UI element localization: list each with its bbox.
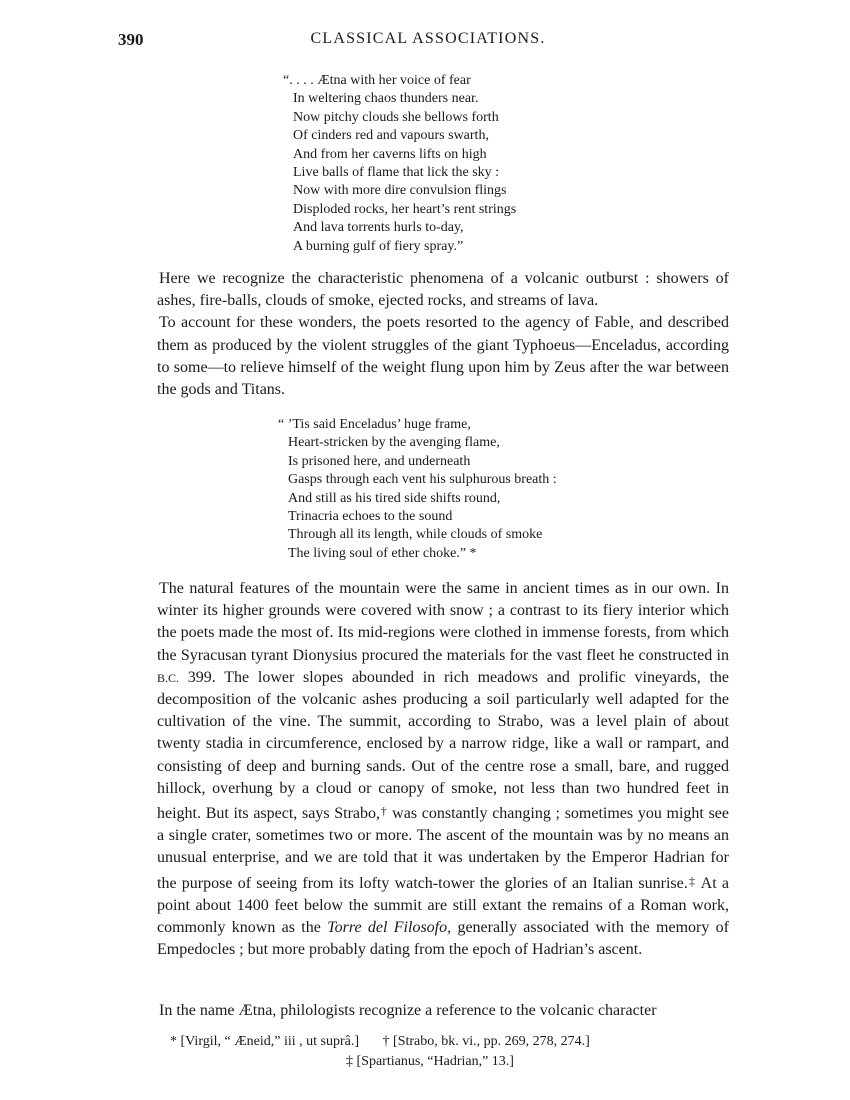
paragraph-fable: To account for these wonders, the poets resorted to the agency of Fable, and described them as produced by the violent struggles of the giant Typhoeus—Enceladus, according to some—to relieve himself of the weight flung upon him by Zeus after the war between the gods and Titans. bbox=[157, 314, 729, 399]
footnote-spartianus: ‡ [Spartianus, “Hadrian,” 13.] bbox=[346, 1054, 514, 1069]
verse-line: In weltering chaos thunders near. bbox=[293, 91, 479, 107]
prose-block bbox=[157, 268, 729, 401]
verse-line: Is prisoned here, and underneath bbox=[288, 453, 471, 469]
verse-line: The living soul of ether choke.” * bbox=[288, 545, 477, 561]
page-header bbox=[118, 30, 738, 56]
footnote-virgil: * [Virgil, “ Æneid,” iii , ut suprâ.] bbox=[170, 1034, 360, 1049]
paragraph-name-aetna: In the name Ætna, philologists recognize a reference to the volcanic character bbox=[159, 1002, 657, 1019]
verse-line: And from her caverns lifts on high bbox=[293, 146, 487, 162]
page-number: 390 bbox=[118, 30, 144, 49]
verse-line: Disploded rocks, her heart’s rent strings bbox=[293, 201, 517, 217]
text-run: At a point about 1400 feet below the summit are still extant the remains of a Roman work, commonly known as the bbox=[157, 874, 729, 937]
verse-quote-enceladus bbox=[278, 416, 557, 563]
verse-line: Gasps through each vent his sulphurous breath : bbox=[288, 472, 557, 488]
verse-line: Now with more dire convulsion flings bbox=[293, 183, 507, 199]
text-run: generally associated with the memory of Empedocles ; but more probably dating from the epoch of Hadrian’s ascent. bbox=[157, 919, 730, 959]
prose-block bbox=[157, 578, 729, 961]
running-head: CLASSICAL ASSOCIATIONS. bbox=[310, 30, 546, 47]
verse-line: “ ’Tis said Enceladus’ huge frame, bbox=[278, 417, 471, 432]
verse-line: Now pitchy clouds she bellows forth bbox=[293, 109, 499, 125]
prose-block bbox=[157, 1000, 729, 1022]
footnote-strabo: † [Strabo, bk. vi., pp. 269, 278, 274.] bbox=[382, 1034, 590, 1049]
verse-line: Heart-stricken by the avenging flame, bbox=[288, 435, 500, 451]
footnotes bbox=[170, 1032, 730, 1072]
verse-quote-aetna bbox=[283, 72, 516, 256]
era-abbreviation: B.C. bbox=[157, 670, 180, 685]
text-run: was constantly changing ; sometimes you might see a single crater, sometimes two or more. The ascent of the mountain was by no means an unusual enterprise, and we are told that it was undertaken by the Emperor Hadrian for the purpose of seeing from its lofty watch-tower the glories of an Italian sunrise. bbox=[157, 805, 730, 892]
verse-line: Live balls of flame that lick the sky : bbox=[293, 165, 500, 181]
italic-title: Torre del Filosofo, bbox=[327, 919, 452, 937]
verse-line: And still as his tired side shifts round, bbox=[288, 490, 501, 506]
text-run: The natural features of the mountain were the same in ancient times as in our own. In winter its higher grounds were covered with snow ; a contrast to its fiery interior which the poets made the most of. Its mid-regions were clothed in immense forests, from which the Syracusan tyrant Dionysius procured the materials for the vast fleet he constructed in bbox=[157, 580, 729, 664]
footnote-marker: † bbox=[380, 804, 388, 819]
verse-line: A burning gulf of fiery spray.” bbox=[293, 238, 464, 254]
verse-line: “. . . . Ætna with her voice of fear bbox=[283, 73, 471, 88]
paragraph-natural-features bbox=[157, 578, 729, 961]
verse-line: Through all its length, while clouds of smoke bbox=[288, 527, 543, 543]
verse-line: And lava torrents hurls to-day, bbox=[293, 220, 464, 236]
footnote-row bbox=[170, 1052, 730, 1072]
verse-line: Of cinders red and vapours swarth, bbox=[293, 128, 489, 144]
text-run: 399. The lower slopes abounded in rich meadows and prolific vineyards, the decomposition of the volcanic ashes producing a soil particularly well adapted for the cultivation of the vine. The summit, according to Strabo, was a level plain of about twenty stadia in circumference, enclosed by a narrow ridge, like a wall or rampart, and consisting of deep and burning sands. Out of the centre rose a small, bare, and rugged hillock, overhung by a cloud or canopy of smoke, not less than two hundred feet in height. But its aspect, says Strabo, bbox=[157, 668, 730, 823]
verse-line: Trinacria echoes to the sound bbox=[288, 509, 453, 525]
paragraph-volcanic-phenomena: Here we recognize the characteristic phenomena of a volcanic outburst : showers of ashes, fire-balls, clouds of smoke, ejected rocks, and streams of lava. bbox=[157, 270, 729, 310]
footnote-marker: ‡ bbox=[687, 873, 697, 888]
footnote-row bbox=[170, 1032, 730, 1052]
